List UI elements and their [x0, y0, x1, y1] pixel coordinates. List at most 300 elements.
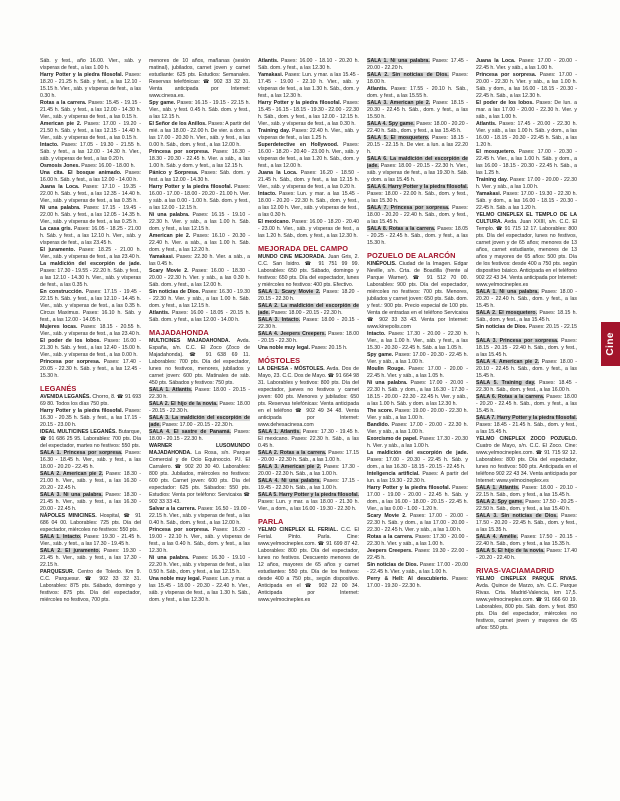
film-title: Atlantis. [367, 86, 388, 92]
town-heading: POZUELO DE ALARCÓN [367, 251, 456, 260]
cinema-name: IDEAL MULTICINES LEGANÉS. [40, 429, 117, 435]
film-listing [40, 170, 141, 184]
showtimes: Pases: 17.00 - 20.15 - 22.30 h. [162, 422, 234, 428]
cinema-name: MUNDO CINE MEJORADA. [258, 254, 326, 260]
film-title: Yamakasi. [476, 191, 502, 197]
showtimes: Pases: 19.30 - 22.00 - 22.45 h. [367, 548, 468, 561]
showtimes: Pases: 16.15 - 19.10 - 22.30 h. Vier. y sáb., a las 1.00 h. Sáb. dom. y fest., a las 12.15 h. [149, 212, 250, 232]
showtimes: Pases: 16.30 - 20.35 h. Sáb. y fest., a las 17.15 - 20.15 - 23.00 h. [40, 408, 141, 428]
listings-page [40, 58, 583, 798]
cinema-listing [258, 366, 359, 429]
film-title: Princesa por sorpresa. [40, 359, 101, 365]
film-listing [476, 380, 577, 394]
film-title: Moulin Rouge. [367, 366, 405, 372]
film-listing [476, 289, 577, 310]
film-title: Sin noticias de Dios. [367, 562, 419, 568]
film-title: Harry Potter y la piedra filosofal. [367, 485, 451, 491]
film-title: SALA 1. Atlantis. [258, 429, 301, 435]
film-listing [367, 121, 468, 135]
film-title: Jeepers Creepers. [367, 548, 413, 554]
film-title: SALA 1. Ni una palabra. [367, 58, 430, 64]
showtimes: Pases: 16.00 - 18.05 - 20.15 h. Sáb. dom. y fest., a las 12.00 - 14.00 h. [149, 310, 250, 323]
showtimes: Pases: 18.45 - 21.45 h. Sáb., dom. y fest., a las 15.45 h. [476, 422, 577, 435]
film-title: Salvar a la carrera. [149, 506, 197, 512]
film-listing [40, 471, 141, 492]
film-listing [149, 58, 250, 100]
film-listing [367, 331, 468, 352]
showtimes: Pases: A partir del mié. a las 18.00 - 22.00 h. De vier. a dom. a las 17.00 - 20.30 h. Vier., sáb. y fest., a las 0.00 h. Sáb., dom. y fest., a las 12.00 h. [149, 121, 250, 148]
film-title: Atlantis. [149, 310, 170, 316]
film-listing [149, 555, 250, 576]
film-listing [258, 58, 359, 72]
film-listing [367, 380, 468, 408]
showtimes: Pases: 17.30 - 19.45 h. El mexicano. Pases: 22.30 h. Sáb., a las 0.45 h. [258, 429, 359, 449]
film-title: Juana la Loca. [40, 184, 80, 190]
showtimes: Pases: 16.00 - 18.20 - 20.40 - 23.00 h. Vier., sáb. y vísperas de fest., a las 1.20 h. Sáb., dom. y fest., a las 12.00 h. [258, 142, 359, 169]
film-listing [258, 191, 359, 219]
film-title: SALA 1. Scary Movie 2. [258, 289, 321, 295]
showtimes: Pases: 17.00 - 20.30 - 22.45 h. Vier., a las 1.00 h. Sáb. y dom., a las 16.00 - 18.15 - 20.30 - 22.45 h. Sáb., a las 1.25 h. [476, 149, 577, 176]
film-listing [149, 149, 250, 170]
film-listing [367, 58, 468, 72]
film-title: Ni una palabra. [40, 205, 81, 211]
film-title: Harry Potter y la piedra filosofal. [149, 184, 233, 190]
film-listing [476, 191, 577, 212]
listing-column [149, 58, 250, 798]
film-listing [476, 149, 577, 177]
showtimes: Chorro, 8. ☎ 91 693 69 80. Todos los días 750 pts. [40, 394, 141, 407]
showtimes: Pases: 16.50 - 19.00 - 22.15 h. Vier., sáb. y vísperas de fest., a las 0.40 h. Sáb., dom. y fest., a las 12.00 h. [149, 506, 250, 526]
showtimes: Pases: 16.00 - 18.20 - 20.40 - 23.00 h. Vier., sáb. y vísperas de fest., a las 1.20 h. Sáb., dom. y fest., a las 12.30 h. [258, 219, 359, 239]
showtimes: Pases: 16.00 h. Sáb. y fest., a las 12.00 - 14.00 h. [40, 170, 141, 183]
film-listing [149, 527, 250, 555]
cinema-name: YELMO CINEPLEX EL FERIAL. [258, 527, 339, 533]
film-listing [476, 58, 577, 72]
film-title: Scary Movie 2. [367, 513, 407, 519]
film-listing [367, 576, 468, 590]
film-title: La maldición del escorpión de jade. [40, 261, 141, 267]
film-listing [258, 478, 359, 492]
film-title: SALA 4. American pie 2. [476, 359, 540, 365]
film-title: El poder de los lobos. [40, 338, 101, 344]
showtimes: Centro de Toledo. Km 9. C.C. Parquesur. ☎ 902 33 32 31. Laborables: 875 pts. Sábado, domingo y festivos: 875 pts. Día del espectador, miércoles no festivos, 700 pts. [40, 569, 141, 603]
film-title: SALA 4. Ni una palabra. [258, 478, 321, 484]
film-listing [367, 513, 468, 534]
film-listing [258, 72, 359, 100]
film-title: SALA 3. Princesa por sorpresa. [476, 338, 559, 344]
listing-column [476, 58, 577, 798]
film-listing [367, 205, 468, 226]
film-title: SALA 7. Princesa por sorpresa. [367, 205, 450, 211]
showtimes: Pases: 17.00 - 20.30 - 22.45 h. Sáb. y dom., a las 16.30 - 18.15 - 20.15 - 22.45 h. [367, 457, 468, 470]
film-listing [367, 86, 468, 100]
film-title: SALA 3. Ni una palabra. [40, 492, 103, 498]
film-title: SALA 2. Spy game. [476, 499, 524, 505]
film-title: SALA 2. El mosquetero. [476, 310, 538, 316]
film-title: SALA 7. Harry Potter y la piedra filosofal. [476, 415, 577, 421]
film-listing [258, 289, 359, 303]
showtimes: Pases: 18.20 - 20.15 - 22.30 h. [258, 289, 359, 302]
town-heading: MAJADAHONDA [149, 328, 209, 337]
town-heading: PARLA [258, 517, 284, 526]
film-listing [40, 450, 141, 471]
showtimes: Pases: 18.00 - 20.20 - 22.40 h. Sáb., dom. y fest., a las 15.45 h. [367, 205, 468, 225]
film-title: Perry & Hell: Al descubierto. [367, 576, 448, 582]
section-tab-cine[interactable] [601, 322, 620, 366]
film-title: Rotas a la carrera. [40, 100, 87, 106]
town-heading: LEGANÉS [40, 384, 77, 393]
film-title: Juana la Loca. [476, 58, 516, 64]
film-title: Sin noticias de Dios. [149, 289, 201, 295]
showtimes: Pases: 18.00 - 20.10 - 22.45 h. Sáb., dom. y fest., a las 15.45 h. [476, 359, 577, 379]
film-listing [476, 499, 577, 513]
showtimes: Pases: Lun. y mar. a las 15.45 - 18.00 - 20.30 - 22.40 h. Vier., sáb. y vísperas de fest., a las 1.30 h. Sáb., dom. y fest., a las 12.30 h. [149, 576, 250, 603]
film-listing [367, 408, 468, 422]
film-listing [367, 184, 468, 205]
showtimes: Pases: 18.00 - 20.10 - 22.15 h. Sáb., dom. y fest., a las 15.45 h. [476, 485, 577, 498]
film-title: Intacto. [258, 191, 277, 197]
film-listing [258, 450, 359, 464]
showtimes: Pases: 22.30 h. Vier. a sáb., a las 0.45 h. [149, 254, 250, 267]
film-listing [367, 548, 468, 562]
showtimes: Pases: 15.45 - 16.15 - 18.15 - 19.30 - 22.00 - 22.30 h. Sáb., dom. y fest., a las 12.00 - 12.15 h. Vier., sáb. y vísperas de fest., a las 0.30 h. [258, 100, 359, 127]
film-listing [367, 366, 468, 380]
showtimes: Pases: 16.00 - 18.10 - 20.20 h. Sáb. dom. y fest., a las 12.30 h. [258, 58, 359, 71]
film-title: Princesa por sorpresa. [149, 149, 210, 155]
film-listing [258, 464, 359, 478]
film-title: SALA 3. American pie 2. [367, 100, 431, 106]
film-listing [149, 415, 250, 429]
showtimes: La Rosa, s/n. Parque Comercial y de Ocio Equinoccio. P.I. El Carralero. ☎ 902 20 30 40. Laborables: 800 pts. Jubilados, miércoles no festivos: 600 pts. Carnet joven: 600 pts. Día del espectador: 625 pts. Sábados: 550 pts. Estudios: Venta por teléfono: Servicaixa ☎ 902 33 33 43. [149, 450, 250, 505]
film-title: Ni una palabra. [149, 212, 190, 218]
showtimes: Sáb. y fest., año 16.00. Vier., sáb. y vísperas de fest., a las 1.00 h. [40, 58, 141, 71]
film-title: SALA 6. La maldición del escorpión de jade. [367, 156, 468, 169]
film-listing [258, 429, 359, 450]
cinema-name: MULTICINES MAJADAHONDA. [149, 338, 231, 344]
showtimes: Pases: 18.00 - 20.15 - 22.30 h. [149, 429, 250, 442]
film-title: SALA 2. Sin noticias de Dios. [367, 72, 449, 78]
film-listing [476, 338, 577, 359]
showtimes: Avda. Juan XXIII, s/n. C.C. El Templo. ☎ 91 715 12 17. Laborables: 800 pts. Día del espectador, lunes no festivos, carnet joven y de 65 años; menores de 13 años, carnet estudiante, menores de 13 años y mayores de 65 años: 500 pts. Día de los festivos: desde 400 a 750 pts. según dispositivo básico. Anticipada en el teléfono 902 22 43 34. Venta anticipada por Internet: www.yelmocineplex.es [476, 219, 577, 288]
showtimes: Pases: 17.30 - 20.00 - 22.30 h. Vier. y sáb., a las 1.00 h. [367, 534, 468, 547]
cinema-listing [476, 212, 577, 289]
showtimes: Pases: 17.00 - 19.20 - 21.50 h. Sáb. y fest., a las 12.15 - 14.40 h. Vier., sáb. y vísperas de fest., a las 0.15 h. [40, 121, 141, 141]
film-title: SALA 2. Rotas a la carrera. [258, 450, 327, 456]
film-listing [149, 184, 250, 212]
film-title: SALA 4. El sastre de Panamá. [149, 429, 231, 435]
cinema-listing [149, 338, 250, 387]
film-listing [258, 128, 359, 142]
showtimes: Pases: 18.15 h. Sáb., dom. y fest., a las 15.45 h. [476, 310, 577, 323]
showtimes: Pases: 17.45 - 20.00 - 22.30 h. Vier. y sáb., a las 1.00 h. Sáb. y dom., a las 16.00 - 18.15 - 20.30 - 22.45 h. Sáb., a las 1.20 h. [476, 121, 577, 148]
cinema-name: YELMO CINEPLEX ZOCO POZUELO. [476, 436, 577, 442]
showtimes: Pases: 16.30 - 19.30 - 22.30 h. Vier. y sáb., a las 1.00 h. Sáb. dom. y fest., a las 12.15 h. [149, 289, 250, 309]
film-listing [476, 72, 577, 100]
film-listing [149, 506, 250, 527]
showtimes: Pases: 19.00 - 20.00 - 22.30 h. Vier. y sáb., a las 1.00 h. [367, 408, 468, 421]
film-title: La casa gris. [40, 226, 73, 232]
showtimes: Pases: 19.30 - 21.45 h. Vier., sáb. y fest., a las 17.30 - 19.45 h. [40, 534, 141, 547]
film-listing [40, 492, 141, 513]
showtimes: Avda. Dos de Mayo, 23. C.C. Dos de Mayo. ☎ 91 664 98 31. Laborables y festivos: 800 pts. Día del espectador, jueves no festivos y carnet joven: 600 pts. Menores y jubilados: 650 pts. Reservas telefónicas: Venta anticipada en el teléfono ☎ 902 49 34 48. Venta anticipada por Internet: www.dehesacinesa.com [258, 366, 359, 428]
film-listing [149, 170, 250, 184]
cinema-name: YELMO CINEPLEX PARQUE RIVAS. [476, 576, 577, 582]
film-title: Inteligencia artificial. [367, 471, 420, 477]
film-listing [40, 100, 141, 121]
film-title: Spy game. [367, 352, 394, 358]
film-title: SALA 5. Training day. [476, 380, 536, 386]
film-listing [367, 450, 468, 471]
showtimes: Pases: 17.30 - 19.55 - 22.20 h. Sáb. y fest., a las 12.10 - 14.30 h. Vier., sáb. y vísperas de fest., a las 0.35 h. [40, 268, 141, 288]
film-title: Harry Potter y la piedra filosofal. [40, 408, 124, 414]
film-listing [476, 324, 577, 338]
film-listing [258, 303, 359, 317]
showtimes: Pases: 19.30 - 21.45 h. Vier., sáb. y fest., a las 17.30 - 22.15 h. [40, 548, 141, 568]
showtimes: Pases: 16.15 - 19.15 - 22.15 h. Vier., sáb. y fest. 0.45 h. Sáb. dom. y fest., a las 12.15 h. [149, 100, 250, 120]
film-title: Princesa por sorpresa. [149, 527, 210, 533]
film-listing [40, 359, 141, 380]
film-listing [476, 513, 577, 534]
film-title: Mujeres locas. [40, 324, 78, 330]
film-title: SALA 1. Ni una palabra. [476, 289, 539, 295]
showtimes: Pases: 18.00 h. [367, 72, 468, 85]
showtimes: Pases: 17.50 - 20.20 - 22.45 h. Sáb., dom. y fest., a las 15.35 h. [476, 513, 577, 533]
cinema-listing [258, 254, 359, 289]
film-title: Pánico y Sorpresa. [149, 170, 199, 176]
showtimes: Pases: 18.00 - 20.20 - 22.45 h. Sáb., dom. y fest., a las 15.45 h. [476, 394, 577, 414]
cinema-listing [40, 569, 141, 604]
showtimes: Pases: 18.15 - 20.55 h. Vier., sáb. y vísperas de fest., a las 23.40 h. [40, 324, 141, 337]
film-title: SALA 3. Sin noticias de Dios. [476, 513, 558, 519]
film-listing [149, 387, 250, 401]
film-title: SALA 1. Atlantis. [476, 485, 520, 491]
cinema-name: NÁPOLES MINICINES. [40, 513, 97, 519]
film-listing [149, 429, 250, 443]
film-title: Training day. [258, 128, 291, 134]
film-title: La maldición del escorpión de jade. [367, 450, 468, 456]
showtimes: Pases: 17.00 - 19.00 - 20.00 - 22.45 h. Sáb. y dom., a las 16.00 - 18.00 - 20.15 - 22.45 h. Vier., a las 0.00 - 1.00 - 1.20 h. [367, 485, 468, 512]
showtimes: Juan Gris, 2. C.C. San Isidro. ☎ 91 751 99 99. Laborables: 650 pts. Sábado, domingo y festivos: 650 pts. Día del espectador, lunes y miércoles no festivos: 400 pts. Efectivo. [258, 254, 359, 288]
showtimes: Pases: 18.15 - 20.30 - 22.45 h. Sáb., dom. y fest., a las 15.50 h. [367, 100, 468, 120]
film-listing [476, 485, 577, 499]
film-listing [40, 534, 141, 548]
cinema-listing [476, 576, 577, 632]
film-title: SALA 5. El mosquetero. [367, 135, 430, 141]
film-listing [149, 310, 250, 324]
film-title: Osmosis Jones. [40, 163, 80, 169]
film-listing [258, 492, 359, 513]
film-title: Atlantis. [476, 121, 497, 127]
film-title: Ni una palabra. [367, 380, 408, 386]
cinema-listing [258, 527, 359, 604]
film-listing [258, 345, 359, 352]
showtimes: Pases: 18.30 - 21.00 h. Vier., sáb. y fest., a las 16.30 - 20.20 - 22.45 h. [40, 471, 141, 491]
film-title: SALA 6. Harry Potter y la piedra filosofal. [367, 184, 468, 190]
listing-column [40, 58, 141, 798]
showtimes: Pases: 16.00 - 18.00 h. [81, 163, 135, 169]
town-heading: MÓSTOLES [258, 356, 301, 365]
film-title: Superdetective en Hollywood. [258, 142, 339, 148]
showtimes: Pases: 18.00 - 20.15 - 22.30 h. [258, 317, 359, 330]
showtimes: Pases: 17.30 - 20.30 h. Vier. y sáb., a las 1.00 h. [367, 436, 468, 449]
film-title: En construcción. [40, 289, 84, 295]
film-listing [258, 317, 359, 331]
showtimes: Pases: 18.00 - 20.15 - 22.30 h. [271, 310, 343, 316]
town-heading: MEJORADA DEL CAMPO [258, 244, 349, 253]
film-title: Harry Potter y la piedra filosofal. [40, 72, 124, 78]
film-listing [367, 471, 468, 485]
film-listing [476, 415, 577, 436]
film-listing [367, 156, 468, 184]
film-title: Una noble muy legal. [258, 345, 310, 351]
showtimes: Pases: 17.50 - 20.25 - 22.50 h. Sáb., dom. y fest., a las 15.40 h. [476, 499, 577, 512]
film-title: American pie 2. [40, 121, 82, 127]
showtimes: Pases: 17.00 - 20.00 - 22.30 h. Vier. y sáb., a las 1.00 h. [367, 422, 468, 435]
film-title: Bandido. [367, 422, 390, 428]
film-listing [476, 310, 577, 324]
cinema-listing [40, 429, 141, 450]
film-listing [367, 226, 468, 247]
showtimes: Pases: 17.40 - 20.20 - 22.40 h. [476, 548, 577, 561]
showtimes: Pases: 20.15 - 22.15 h. [476, 324, 577, 337]
showtimes: Pases: 17.45 - 20.00 - 22.20 h. [367, 58, 468, 71]
film-listing [367, 100, 468, 121]
film-title: SALA 4. Jeepers Creepers. [258, 331, 326, 337]
showtimes: Pases: 17.00 - 20.00 - 22.30 h. Sáb. y dom., a las 17.00 - 20.00 - 22.30 - 22.45 h. Vier. y sáb., a las 1.00 h. [367, 513, 468, 533]
showtimes: Pases: 17.40 - 20.05 - 22.30 h. Sáb. y fest., a las 12.45 - 15.30 h. [40, 359, 141, 379]
showtimes: Butarque, ☎ 91 686 25 95. Laborables: 700 pts. Día del espectador, martes no festivos: 550 pts. [40, 429, 141, 449]
showtimes: Pases: 20.15 h. [311, 345, 348, 351]
listing-column [258, 58, 359, 798]
showtimes: Pases: 17.00 - 19.30 - 22.30 h. Sáb. y dom., a las 16.00 - 18.15 - 20.30 - 22.45 h. Sáb. a las 1.20 h. [476, 191, 577, 211]
film-listing [367, 485, 468, 513]
film-title: SALA 2. El juramento. [40, 548, 101, 554]
showtimes: Pases: 18.20 - 21.25 h. Sáb. y fest., a las 12.10 - 15.15 h. Vier., sáb. y vísperas de fest., a las 0.30 h. [40, 72, 141, 99]
showtimes: Pases: 17.00 - 20.00 - 22.45 h. Vier. y sáb., a las 1.00 h. [476, 58, 577, 71]
film-title: Yamakasi. [149, 254, 175, 260]
film-title: SALA 2. La maldición del escorpión de jade. [258, 303, 359, 316]
film-listing [258, 142, 359, 170]
film-listing [367, 534, 468, 548]
showtimes: Pases: 16.00 - 18.30 - 20.00 - 22.30 h. Vier. y sáb., a las 0.30 h. Sáb. dom. y fest., a las 12.00 h. [149, 268, 250, 288]
showtimes: Pases: 18.00 - 20.15 - 22.30 h. [258, 331, 359, 344]
film-listing [258, 100, 359, 128]
film-listing [367, 436, 468, 450]
showtimes: Pases: 17.10 - 19.35 - 22.00 h. Sáb. y fest., a las 12.35 - 14.40 h. Vier., sáb. y vísperas de fest., a las 0.35 h. [40, 184, 141, 204]
film-listing [40, 408, 141, 429]
cinema-listing [476, 436, 577, 485]
film-listing [40, 58, 141, 72]
film-listing [476, 121, 577, 149]
film-listing [149, 289, 250, 310]
showtimes: Pases: 16.00 - 17.00 - 18.00 - 20.20 - 21.00 h. Vier. y sáb. a las 0.00 - 1.00 h. Sáb. dom. y fest., a las 12.00 - 12.15 h. [149, 184, 250, 211]
film-listing [476, 177, 577, 191]
film-listing [40, 289, 141, 324]
film-title: El Señor de los Anillos. [149, 121, 207, 127]
film-title: SALA 6. Rotas a la carrera. [476, 394, 545, 400]
showtimes: Pases: 18.25 - 21.00 h. Vier., sáb. y vísperas de fest., a las 23.40 h. [40, 247, 141, 260]
cinema-listing [40, 394, 141, 408]
showtimes: Pases: 17.00 - 19.30 - 22.30 h. [367, 576, 468, 589]
film-listing [40, 324, 141, 338]
showtimes: menores de 10 años, mañanas (sesión matinal), jubilados, carnet joven y carnet estudiante: 625 pts. Estudios: Semanales. Reservas telefónicas: ☎ 902 33 32 31. Venta anticipada por Internet: www.cinesa.es. [149, 58, 250, 99]
showtimes: Pases: 17.30 - 20.00 - 22.30 h. Sáb., a las 1.00 h. [258, 464, 359, 477]
film-title: Exorcismo de papel. [367, 436, 418, 442]
showtimes: Pases: 17.55 - 20.10 h. Sáb., dom. y fest., a las 15.55 h. [367, 86, 468, 99]
showtimes: Pases: 17.00 - 20.00 - 22.30 h. Vier. y sáb., a las 1.00 h. Sáb. y dom., a las 16.00 - 18.15 - 20.30 - 22.45 h. Sáb., a las 12.30 h. [476, 72, 577, 99]
film-title: American pie 2. [149, 233, 191, 239]
showtimes: Pases: 17.15 - 19.45 - 22.15 h. Sáb. y fest., a las 12.10 - 14.45 h. Vier., sáb. y vísperas de fest., a las 0.35 h. Circus Maximus. Pases: 16.10 h. Sáb. y fest., a las 12.00 - 14.05 h. [40, 289, 141, 323]
showtimes: Pases: 17.00 - 20.00 - 22.45 h. Vier. y sáb., a las 1.05 h. [367, 366, 468, 379]
film-title: Rotas a la carrera. [367, 534, 414, 540]
film-listing [476, 534, 577, 548]
showtimes: Pases: 17.05 - 19.30 - 21.55 h. Sáb. y fest., a las 12.00 - 14.30 h. Vier., sáb. y vísperas de fest., a las 0.20 h. [40, 142, 141, 162]
film-listing [258, 170, 359, 191]
film-listing [149, 212, 250, 233]
showtimes: Pases: 17.15 - 19.45 - 22.00 h. Sáb. y fest., a las 12.05 - 14.35 h. Vier., sáb. y vísperas de fest., a las 0.25 h. [40, 205, 141, 225]
showtimes: Pases: 17.15 - 20.00 - 22.30 h. Sáb., a las 1.00 h. [258, 450, 359, 463]
film-listing [367, 135, 468, 156]
film-title: Sin noticias de Dios. [476, 324, 528, 330]
showtimes: Ciudad de la Imagen. Edgar Neville, s/n. Crta. de Boadilla (frente al Parque Warner). ☎ 91 512 70 00. Laborables: 900 pts. Día del espectador, miércoles no festivos: 700 pts. Menores, jubilados y carnet joven: 650 pts. Sáb. dom. y fest.: 900 pts. Precio especial de 100 pts. Venta de entradas en el teléfono Servicaixa ☎ 902 33 33 43. Venta por Internet: www.kinepolis.com [367, 261, 468, 330]
cinema-name: AVENIDA LEGANÉS. [40, 394, 91, 400]
showtimes: Pases: 15.45 - 19.15 - 21.45 h. Sáb. y fest., a las 12.00 - 14.30 h. Vier., sáb. y vísperas de fest., a las 0.15 h. [40, 100, 141, 120]
showtimes: Pases: 17.00 - 20.00 - 22.30 h. Vier. y sáb., a las 1.00 h. [476, 177, 577, 190]
film-title: SALA 4. Spy game. [367, 121, 415, 127]
film-title: Harry Potter y la piedra filosofal. [258, 100, 342, 106]
showtimes: Avda. España, s/n. C.C. El Zoco (Zoco de Majadahonda). ☎ 91 638 69 11. Laborables: 700 pts. Día del espectador, lunes no festivos, menores, jubilados y carnet joven: 600 pts. Matinales de sáb. 450 pts. Sábados y festivos: 750 pts. [149, 338, 250, 386]
film-listing [40, 163, 141, 170]
film-title: SALA 3. American pie 2. [258, 464, 322, 470]
film-title: Atlantis. [258, 58, 279, 64]
showtimes: Pases: 16.30 - 19.10 - 22.20 h. Vier., sáb. y vísperas de fest., a las 0.50 h. Sáb., dom. y fest., a las 12.15 h. [149, 555, 250, 575]
film-title: SALA 1. Princesa por sorpresa. [40, 450, 123, 456]
showtimes: Pases: 18.00 - 20.15 - 22.30 h. [149, 401, 250, 414]
showtimes: Pases: Lun. y mar. a las 18.00 - 21.30 h. Vier., a dom., a las 16.00 - 19.30 - 22.30 h. [258, 499, 359, 512]
film-listing [149, 254, 250, 268]
section-tab-label: Cine [605, 332, 616, 356]
film-listing [40, 226, 141, 247]
film-listing [149, 100, 250, 121]
cinema-name: LA DEHESA - MÓSTOLES. [258, 366, 325, 372]
showtimes: Pases: Sáb. dom. y fest. a las 12.00 - 14.30 h. [149, 170, 250, 183]
film-listing [149, 233, 250, 254]
showtimes: Pases: 17.00 - 20.30 - 22.45 h. Vier. y sáb., a las 1.00 h. [367, 352, 468, 365]
showtimes: Pases: De lun. a mar. a las 17.00 - 20.00 - 22.30 h. Vier. y sáb., a las 1.00 h. [476, 100, 577, 120]
showtimes: Pases: 16.10 - 20.30 - 22.40 h. Vier. a sáb., a las 1.00 h. Sáb. dom. y fest., a las 12.20 h. [149, 233, 250, 253]
film-listing [367, 562, 468, 576]
film-listing [40, 548, 141, 569]
film-title: SALA 3. Intacto. [258, 317, 301, 323]
film-title: Spy game. [149, 100, 176, 106]
film-listing [149, 268, 250, 289]
film-listing [149, 401, 250, 415]
film-listing [476, 100, 577, 121]
town-heading: RIVAS-VACIAMADRID [476, 566, 555, 575]
showtimes: Pases: A partir del lun. a las 19.30 - 22.30 h. [367, 471, 468, 484]
film-title: SALA 5. Harry Potter y la piedra filosofal. [258, 492, 359, 498]
showtimes: Pases: 22.40 h. Vier., sáb. y vísperas de fest., a las 1.25 h. [258, 128, 359, 141]
showtimes: Pases: 16.30 - 18.30 - 20.30 - 22.45 h. Vier. a sáb., a las 1.00 h. Sáb. y dom. y fest., a las 12.15 h. [149, 149, 250, 169]
film-title: SALA 3. La maldición del escorpión de jade. [149, 415, 250, 428]
showtimes: Avda. Quince de Marzo, s/n. C.C. Parque Rivas. Crta. Madrid-Valencia, km 17,5. www.yelmocineplex.com. ☎ 91 666 60 19. Laborables, 800 pts. Sáb. dom. y fest. 850 pts. Día del espectador, miércoles no festivos, carnet joven y mayores de 65 años: 550 pts. [476, 583, 577, 631]
film-title: Training day. [476, 177, 508, 183]
film-title: Una noble muy legal. [149, 576, 202, 582]
showtimes: Pases: Lun. y mar. a las 15.45 - 17.45 - 19.00 - 22.10 h. Vier., sáb. y vísperas de fest., a las 1.30 h. Sáb., dom. y fest., a las 12.30 h. [258, 72, 359, 99]
showtimes: Pases: 17.30 - 20.00 - 22.30 h. Vier., a las 1.00 h. Vier., sáb. y fest., a las 15.30 - 20.30 - 22.45 h. Sáb. a las 1.05 h. [367, 331, 468, 351]
showtimes: Pases: 17.00 - 20.00 - 22.30 h. Sáb. y dom., a las 16.30 - 17.30 - 18.15 - 20.00 - 22.30 - 22.45 h. Vier. y sáb., a las 1.00 h. Sáb. y dom. a las 12.30 h. [367, 380, 468, 407]
film-title: El mexicano. [258, 219, 291, 225]
